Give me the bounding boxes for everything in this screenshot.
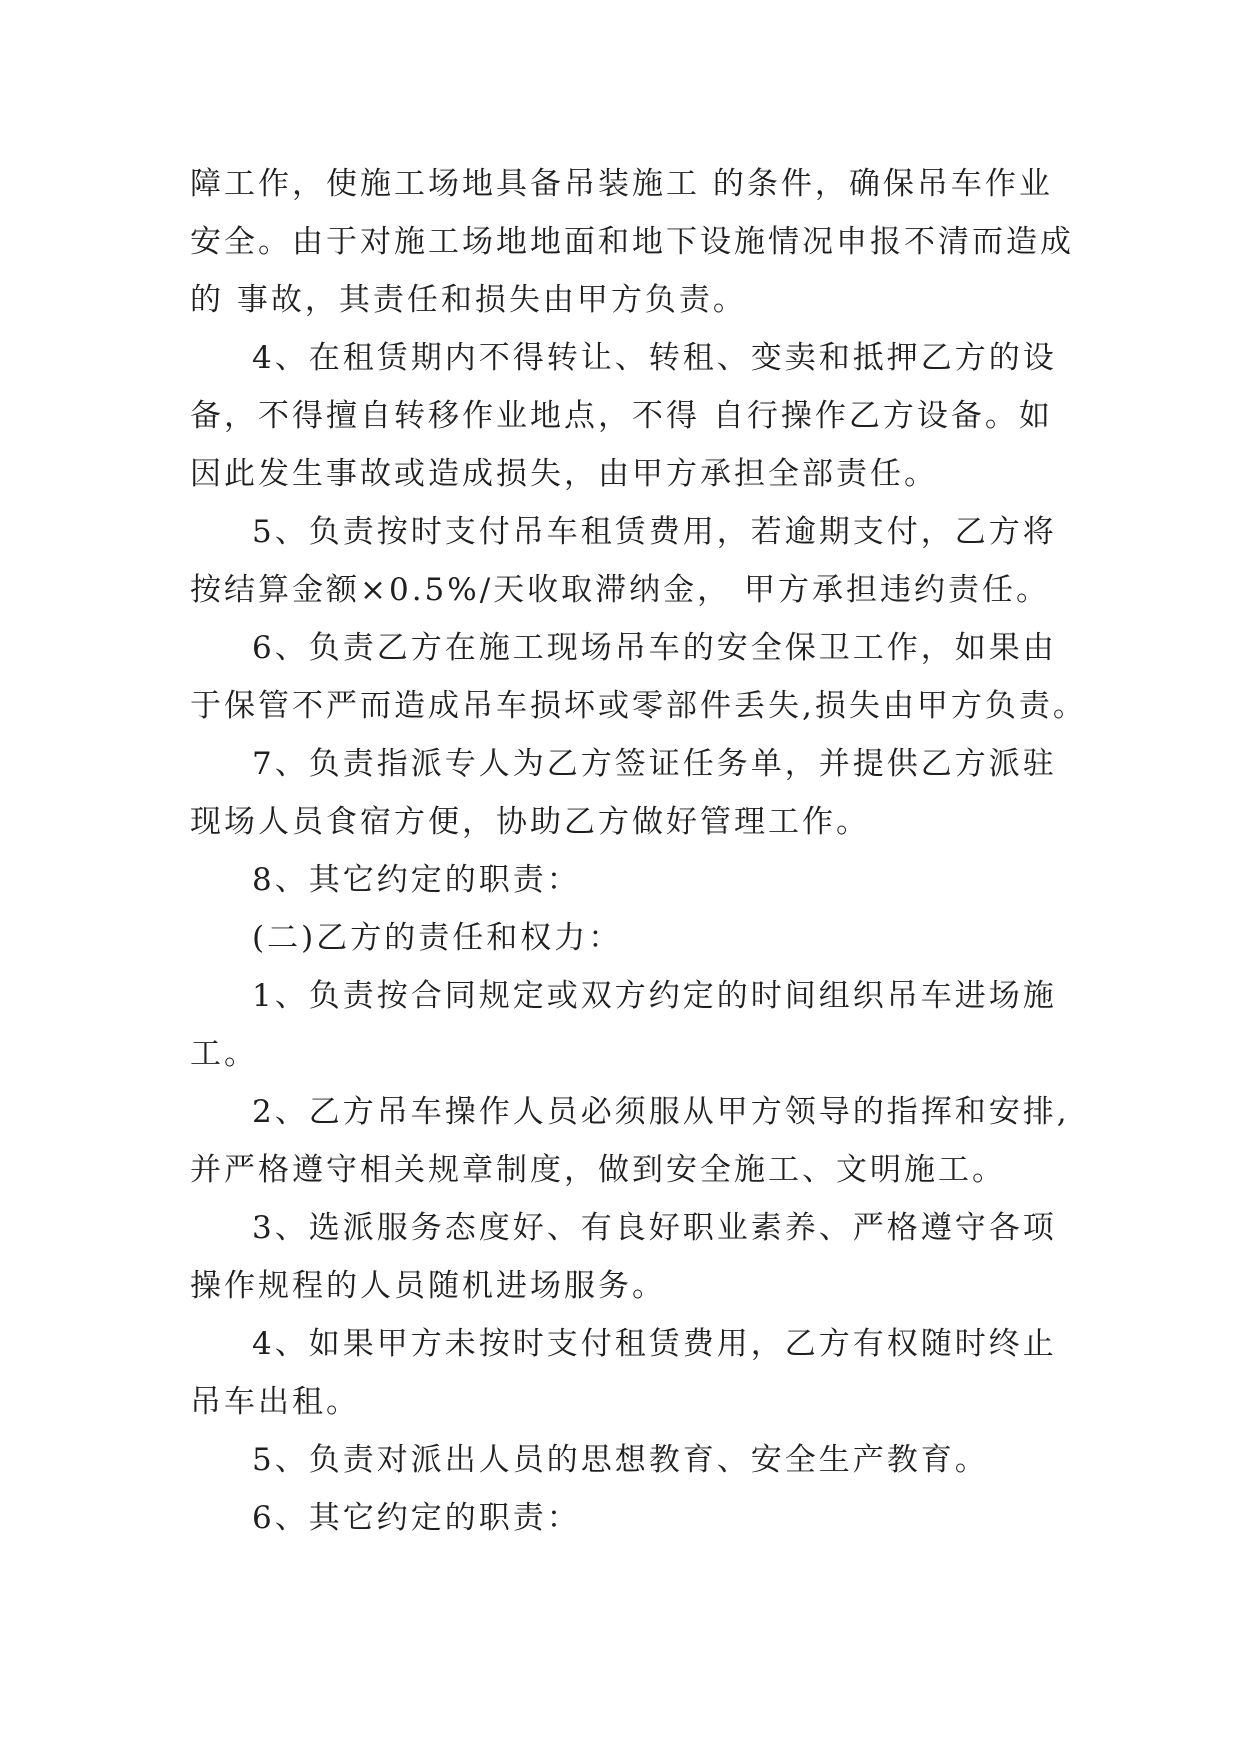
text-line: 6、负责乙方在施工现场吊车的安全保卫工作，如果由 — [252, 630, 1057, 666]
document-body — [190, 155, 1087, 1547]
text-line: 3、选派服务态度好、有良好职业素养、严格遵守各项 — [252, 1210, 1057, 1246]
text-line: 6、其它约定的职责： — [252, 1500, 581, 1536]
text-line: 操作规程的人员随机进场服务。 — [190, 1268, 666, 1304]
text-line: 工。 — [190, 1036, 258, 1072]
text-line: 5、负责对派出人员的思想教育、安全生产教育。 — [252, 1442, 989, 1478]
text-line: 备，不得擅自转移作业地点，不得 自行操作乙方设备。如 — [190, 398, 1053, 434]
text-line: (二)乙方的责任和权力： — [252, 920, 623, 956]
text-line: 2、乙方吊车操作人员必须服从甲方领导的指挥和安排, — [252, 1094, 1070, 1130]
text-line: 7、负责指派专人为乙方签证任务单，并提供乙方派驻 — [252, 746, 1057, 782]
text-line: 4、如果甲方未按时支付租赁费用，乙方有权随时终止 — [252, 1326, 1057, 1362]
text-line: 因此发生事故或造成损失，由甲方承担全部责任。 — [190, 456, 938, 492]
text-line: 5、负责按时支付吊车租赁费用，若逾期支付，乙方将 — [252, 514, 1057, 550]
text-line: 障工作，使施工场地具备吊装施工 的条件，确保吊车作业 — [190, 166, 1053, 202]
text-line: 8、其它约定的职责： — [252, 862, 581, 898]
text-line: 4、在租赁期内不得转让、转租、变卖和抵押乙方的设 — [252, 340, 1057, 376]
text-line: 并严格遵守相关规章制度，做到安全施工、文明施工。 — [190, 1152, 1006, 1188]
text-line: 的 事故，其责任和损失由甲方负责。 — [190, 282, 747, 318]
text-line: 安全。由于对施工场地地面和地下设施情况申报不清而造成 — [190, 224, 1074, 260]
text-line: 现场人员食宿方便，协助乙方做好管理工作。 — [190, 804, 870, 840]
text-line: 吊车出租。 — [190, 1384, 360, 1420]
text-line: 1、负责按合同规定或双方约定的时间组织吊车进场施 — [252, 978, 1057, 1014]
text-line: 于保管不严而造成吊车损坏或零部件丢失,损失由甲方负责。 — [190, 688, 1087, 724]
text-line: 按结算金额×0.5%/天收取滞纳金， 甲方承担违约责任。 — [190, 572, 1051, 608]
